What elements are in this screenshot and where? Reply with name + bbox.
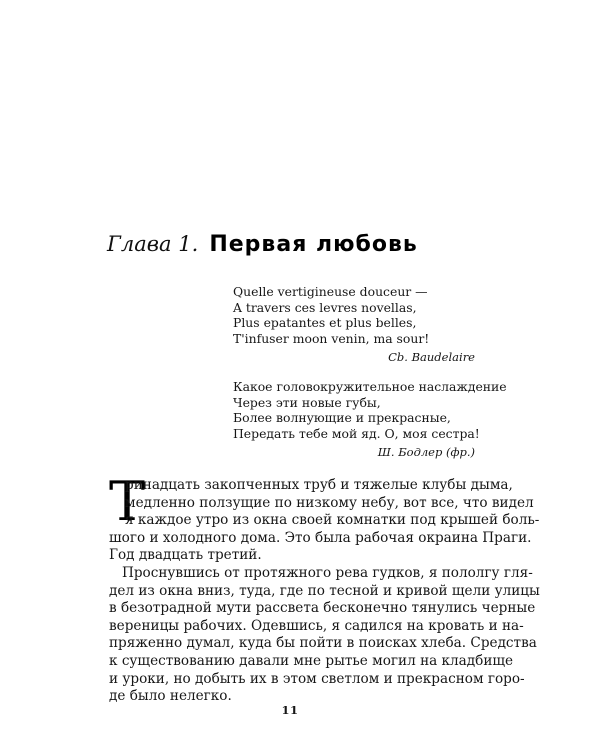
- paragraph-1: [109, 470, 540, 565]
- text-line: де было нелегко.: [109, 688, 232, 705]
- epigraph-line: Какое головокружительное наслаждение: [233, 379, 507, 394]
- drop-cap: Т: [109, 470, 146, 533]
- chapter-label: Глава 1.: [107, 232, 199, 256]
- epigraph-french: [233, 284, 475, 365]
- epigraph-line: Передать тебе мой яд. О, моя сестра!: [233, 425, 480, 441]
- epigraph-line: Plus epatantes et plus belles,: [233, 315, 417, 331]
- epigraph-author: Ш. Бодлер (фр.): [377, 445, 475, 460]
- text-line: Год двадцать третий.: [109, 547, 262, 564]
- text-line: дел из окна вниз, туда, где по тесной и кривой щели улицы: [109, 582, 540, 599]
- text-line: медленно ползущие по низкому небу, вот все, что видел: [125, 494, 534, 511]
- text-line: шого и холодного дома. Это была рабочая окраина Праги.: [109, 529, 532, 546]
- epigraph-line: A travers ces levres novellas,: [233, 299, 417, 315]
- epigraph-author: Cb. Baudelaire: [388, 350, 475, 365]
- text-line: и уроки, но добыть их в этом светлом и прекрасном горо-: [109, 670, 525, 687]
- chapter-title: Первая любовь: [209, 232, 418, 257]
- epigraph-line: Более волнующие и прекрасные,: [233, 410, 451, 426]
- body-text: [109, 470, 540, 706]
- text-line: к существованию давали мне рытье могил на кладбище: [109, 652, 514, 669]
- text-line: пряженно думал, куда бы пойти в поисках хлеба. Средства: [109, 635, 537, 652]
- epigraph-line: Quelle vertigineuse douceur —: [233, 284, 428, 299]
- epigraph-line: Через эти новые губы,: [233, 394, 381, 410]
- text-line: вереницы рабочих. Одевшись, я садился на кровать и на-: [109, 617, 524, 634]
- text-line: в безотрадной мути рассвета бесконечно тянулись черные: [109, 600, 536, 617]
- chapter-heading: [107, 232, 418, 257]
- paragraph-2: [109, 564, 540, 706]
- text-line: ринадцать закопченных труб и тяжелые клубы дыма,: [125, 477, 513, 493]
- page-number: 11: [281, 703, 299, 717]
- epigraph-russian: [233, 379, 507, 460]
- epigraph-line: T'infuser moon venin, ma sour!: [233, 330, 430, 346]
- text-line: Проснувшись от протяжного рева гудков, я пололгу гля-: [122, 564, 533, 581]
- text-line: я каждое утро из окна своей комнатки под крышей боль-: [125, 512, 540, 529]
